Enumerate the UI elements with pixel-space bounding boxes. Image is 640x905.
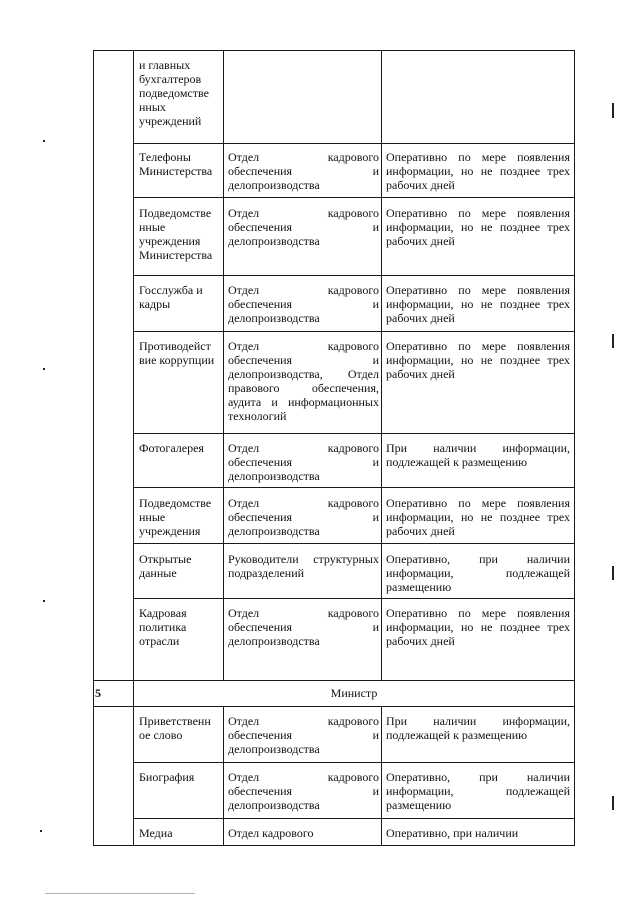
responsible-cell: Отдел кадрового обеспечения и делопроизводства [228,150,379,192]
table-left-border [93,50,94,845]
row-divider [133,143,575,144]
deadline-cell: При наличии информации, подлежащей к размещению [386,714,570,742]
scan-mark [612,566,614,580]
row-divider [133,197,575,198]
row-divider [93,680,575,681]
responsible-cell: Отдел кадрового обеспечения и делопроизводства [228,496,379,538]
row-divider [133,487,575,488]
section-cell: Медиа [139,826,173,840]
section-cell: Кадровая политика отрасли [139,606,187,648]
row-divider [93,706,575,707]
section-heading: Министр [330,686,378,700]
deadline-cell: Оперативно, при наличии информации, подлежащей размещению [386,552,570,594]
responsible-cell: Отдел кадрового обеспечения и делопроизводства [228,283,379,325]
section-cell: Подведомстве нные учреждения [139,496,212,538]
row-divider [133,598,575,599]
responsible-cell: Руководители структурных подразделений [228,552,379,580]
table-col-divider [133,50,134,845]
row-divider [133,762,575,763]
section-cell: Телефоны Министерства [139,150,213,178]
table-col-divider [223,706,224,845]
table-col-divider [381,706,382,845]
row-divider [133,275,575,276]
responsible-cell: Отдел кадрового обеспечения и делопроизводства [228,441,379,483]
section-cell: Приветственн ое слово [139,714,211,742]
scan-mark [612,334,614,348]
section-cell: Подведомстве нные учреждения Министерства [139,206,213,262]
deadline-cell: Оперативно по мере появления информации, но не позднее трех рабочих дней [386,206,570,248]
responsible-cell: Отдел кадрового обеспечения и делопроизводства [228,770,379,812]
row-divider [133,543,575,544]
scan-mark [45,893,195,894]
row-divider [133,818,575,819]
responsible-cell: Отдел кадрового обеспечения и делопроизводства [228,606,379,648]
deadline-cell: Оперативно по мере появления информации, но не позднее трех рабочих дней [386,283,570,325]
section-number: 5 [95,686,101,700]
row-divider [133,433,575,434]
section-cell: Госслужба и кадры [139,283,203,311]
table-col-divider [381,50,382,680]
scan-mark [40,830,42,832]
responsible-cell: Отдел кадрового [228,826,314,840]
section-cell: и главных бухгалтеров подведомстве нных учреждений [139,58,209,128]
table-bottom-border [93,845,575,846]
scan-mark [612,796,614,810]
deadline-cell: Оперативно по мере появления информации, но не позднее трех рабочих дней [386,150,570,192]
table-col-divider [223,50,224,680]
responsible-cell: Отдел кадрового обеспечения и делопроизводства, Отдел правового обеспечения, аудита и информационных технологий [228,339,379,423]
table-right-border [574,50,575,845]
deadline-cell: Оперативно по мере появления информации, но не позднее трех рабочих дней [386,606,570,648]
section-cell: Фотогалерея [139,441,204,455]
section-cell: Биография [139,770,195,784]
scan-mark [612,103,614,118]
deadline-cell: Оперативно, при наличии [386,826,519,840]
deadline-cell: Оперативно по мере появления информации, но не позднее трех рабочих дней [386,496,570,538]
scan-mark [43,368,45,370]
scan-mark [43,140,45,142]
deadline-cell: Оперативно, при наличии информации, подлежащей размещению [386,770,570,812]
deadline-cell: При наличии информации, подлежащей к размещению [386,441,570,469]
scan-mark [43,600,45,602]
deadline-cell: Оперативно по мере появления информации, но не позднее трех рабочих дней [386,339,570,381]
row-divider [133,331,575,332]
section-cell: Открытые данные [139,552,192,580]
table-top-border [93,50,575,51]
responsible-cell: Отдел кадрового обеспечения и делопроизводства [228,206,379,248]
section-cell: Противодейст вие коррупции [139,339,215,367]
responsible-cell: Отдел кадрового обеспечения и делопроизводства [228,714,379,756]
